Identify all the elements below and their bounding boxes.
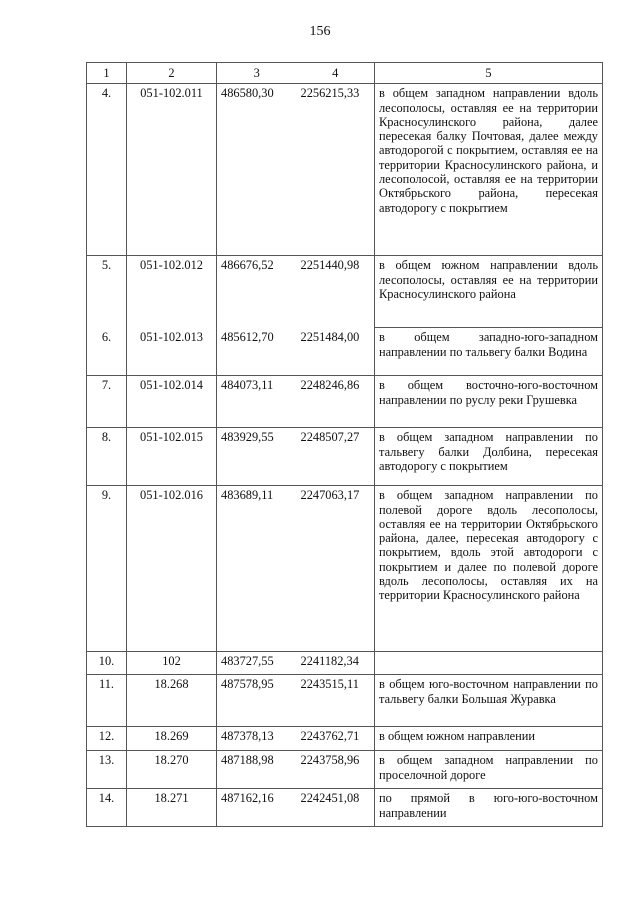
coord-y: 2243515,11: [297, 675, 375, 727]
header-col-3: 3: [217, 63, 297, 84]
point-code: 102: [127, 652, 217, 675]
point-code: 18.269: [127, 727, 217, 751]
coord-x: 483689,11: [217, 486, 297, 652]
coord-y: 2243762,71: [297, 727, 375, 751]
table-row: [87, 675, 603, 727]
boundary-description: в общем западном направлении по тальвегу балки Долбина, пересекая автодорогу с покрытием: [375, 428, 603, 486]
point-code: 051-102.014: [127, 376, 217, 428]
coord-y: 2248246,86: [297, 376, 375, 428]
boundary-description: по прямой в юго-юго-восточном направлении: [375, 789, 603, 827]
boundary-description: в общем юго-восточном направлении по тальвегу балки Большая Журавка: [375, 675, 603, 727]
header-col-4: 4: [297, 63, 375, 84]
header-col-5: 5: [375, 63, 603, 84]
row-number: 5.: [87, 256, 127, 328]
coord-x: 486676,52: [217, 256, 297, 328]
row-number: 12.: [87, 727, 127, 751]
table-header-row: [87, 63, 603, 84]
coord-x: 484073,11: [217, 376, 297, 428]
row-number: 9.: [87, 486, 127, 652]
boundary-description: в общем южном направлении: [375, 727, 603, 751]
boundary-description: в общем западном направлении вдоль лесополосы, оставляя ее на территории Красносулинского района, далее пересекая балку Почтовая, далее между автодорогой с покрытием, оставляя ее на территории Красносулинского района, и лесополосой, оставляя ее на территории Октябрьского района, пересекая автодорогу с покрытием: [375, 84, 603, 256]
coord-x: 483929,55: [217, 428, 297, 486]
coord-x: 487162,16: [217, 789, 297, 827]
coord-y: 2242451,08: [297, 789, 375, 827]
table-row: [87, 256, 603, 328]
point-code: 051-102.012: [127, 256, 217, 328]
point-code: 18.271: [127, 789, 217, 827]
row-number: 10.: [87, 652, 127, 675]
coord-y: 2251484,00: [297, 328, 375, 376]
row-number: 6.: [87, 328, 127, 376]
table-row: [87, 789, 603, 827]
table-row: [87, 376, 603, 428]
point-code: 051-102.015: [127, 428, 217, 486]
coord-y: 2256215,33: [297, 84, 375, 256]
row-number: 8.: [87, 428, 127, 486]
page-number: 156: [309, 24, 331, 39]
coord-y: 2247063,17: [297, 486, 375, 652]
table-row: [87, 84, 603, 256]
row-number: 14.: [87, 789, 127, 827]
coord-x: 483727,55: [217, 652, 297, 675]
boundary-description: в общем западном направлении по проселочной дороге: [375, 751, 603, 789]
header-col-2: 2: [127, 63, 217, 84]
boundary-description: в общем западно-юго-западном направлении по тальвегу балки Водина: [375, 328, 603, 376]
row-number: 4.: [87, 84, 127, 256]
coord-x: 487188,98: [217, 751, 297, 789]
table-row: [87, 328, 603, 376]
table-row: [87, 428, 603, 486]
row-number: 11.: [87, 675, 127, 727]
boundary-table: [86, 62, 603, 827]
coord-y: 2241182,34: [297, 652, 375, 675]
coord-x: 487578,95: [217, 675, 297, 727]
coord-y: 2251440,98: [297, 256, 375, 328]
row-number: 7.: [87, 376, 127, 428]
point-code: 051-102.013: [127, 328, 217, 376]
point-code: 18.270: [127, 751, 217, 789]
coord-x: 485612,70: [217, 328, 297, 376]
table-row: [87, 652, 603, 675]
table-row: [87, 751, 603, 789]
header-col-1: 1: [87, 63, 127, 84]
table-row: [87, 486, 603, 652]
coord-y: 2243758,96: [297, 751, 375, 789]
coord-x: 487378,13: [217, 727, 297, 751]
row-number: 13.: [87, 751, 127, 789]
boundary-description: в общем южном направлении вдоль лесополосы, оставляя ее на территории Красносулинского района: [375, 256, 603, 328]
coord-x: 486580,30: [217, 84, 297, 256]
coord-y: 2248507,27: [297, 428, 375, 486]
point-code: 051-102.016: [127, 486, 217, 652]
point-code: 18.268: [127, 675, 217, 727]
point-code: 051-102.011: [127, 84, 217, 256]
table-row: [87, 727, 603, 751]
boundary-description: [375, 652, 603, 675]
boundary-description: в общем западном направлении по полевой дороге вдоль лесополосы, оставляя ее на территории Октябрьского района, далее, пересекая автодорогу с покрытием, вдоль этой автодороги с покрытием и далее по полевой дороге вдоль лесополосы, оставляя их на территории Красносулинского района: [375, 486, 603, 652]
boundary-description: в общем восточно-юго-восточном направлении по руслу реки Грушевка: [375, 376, 603, 428]
